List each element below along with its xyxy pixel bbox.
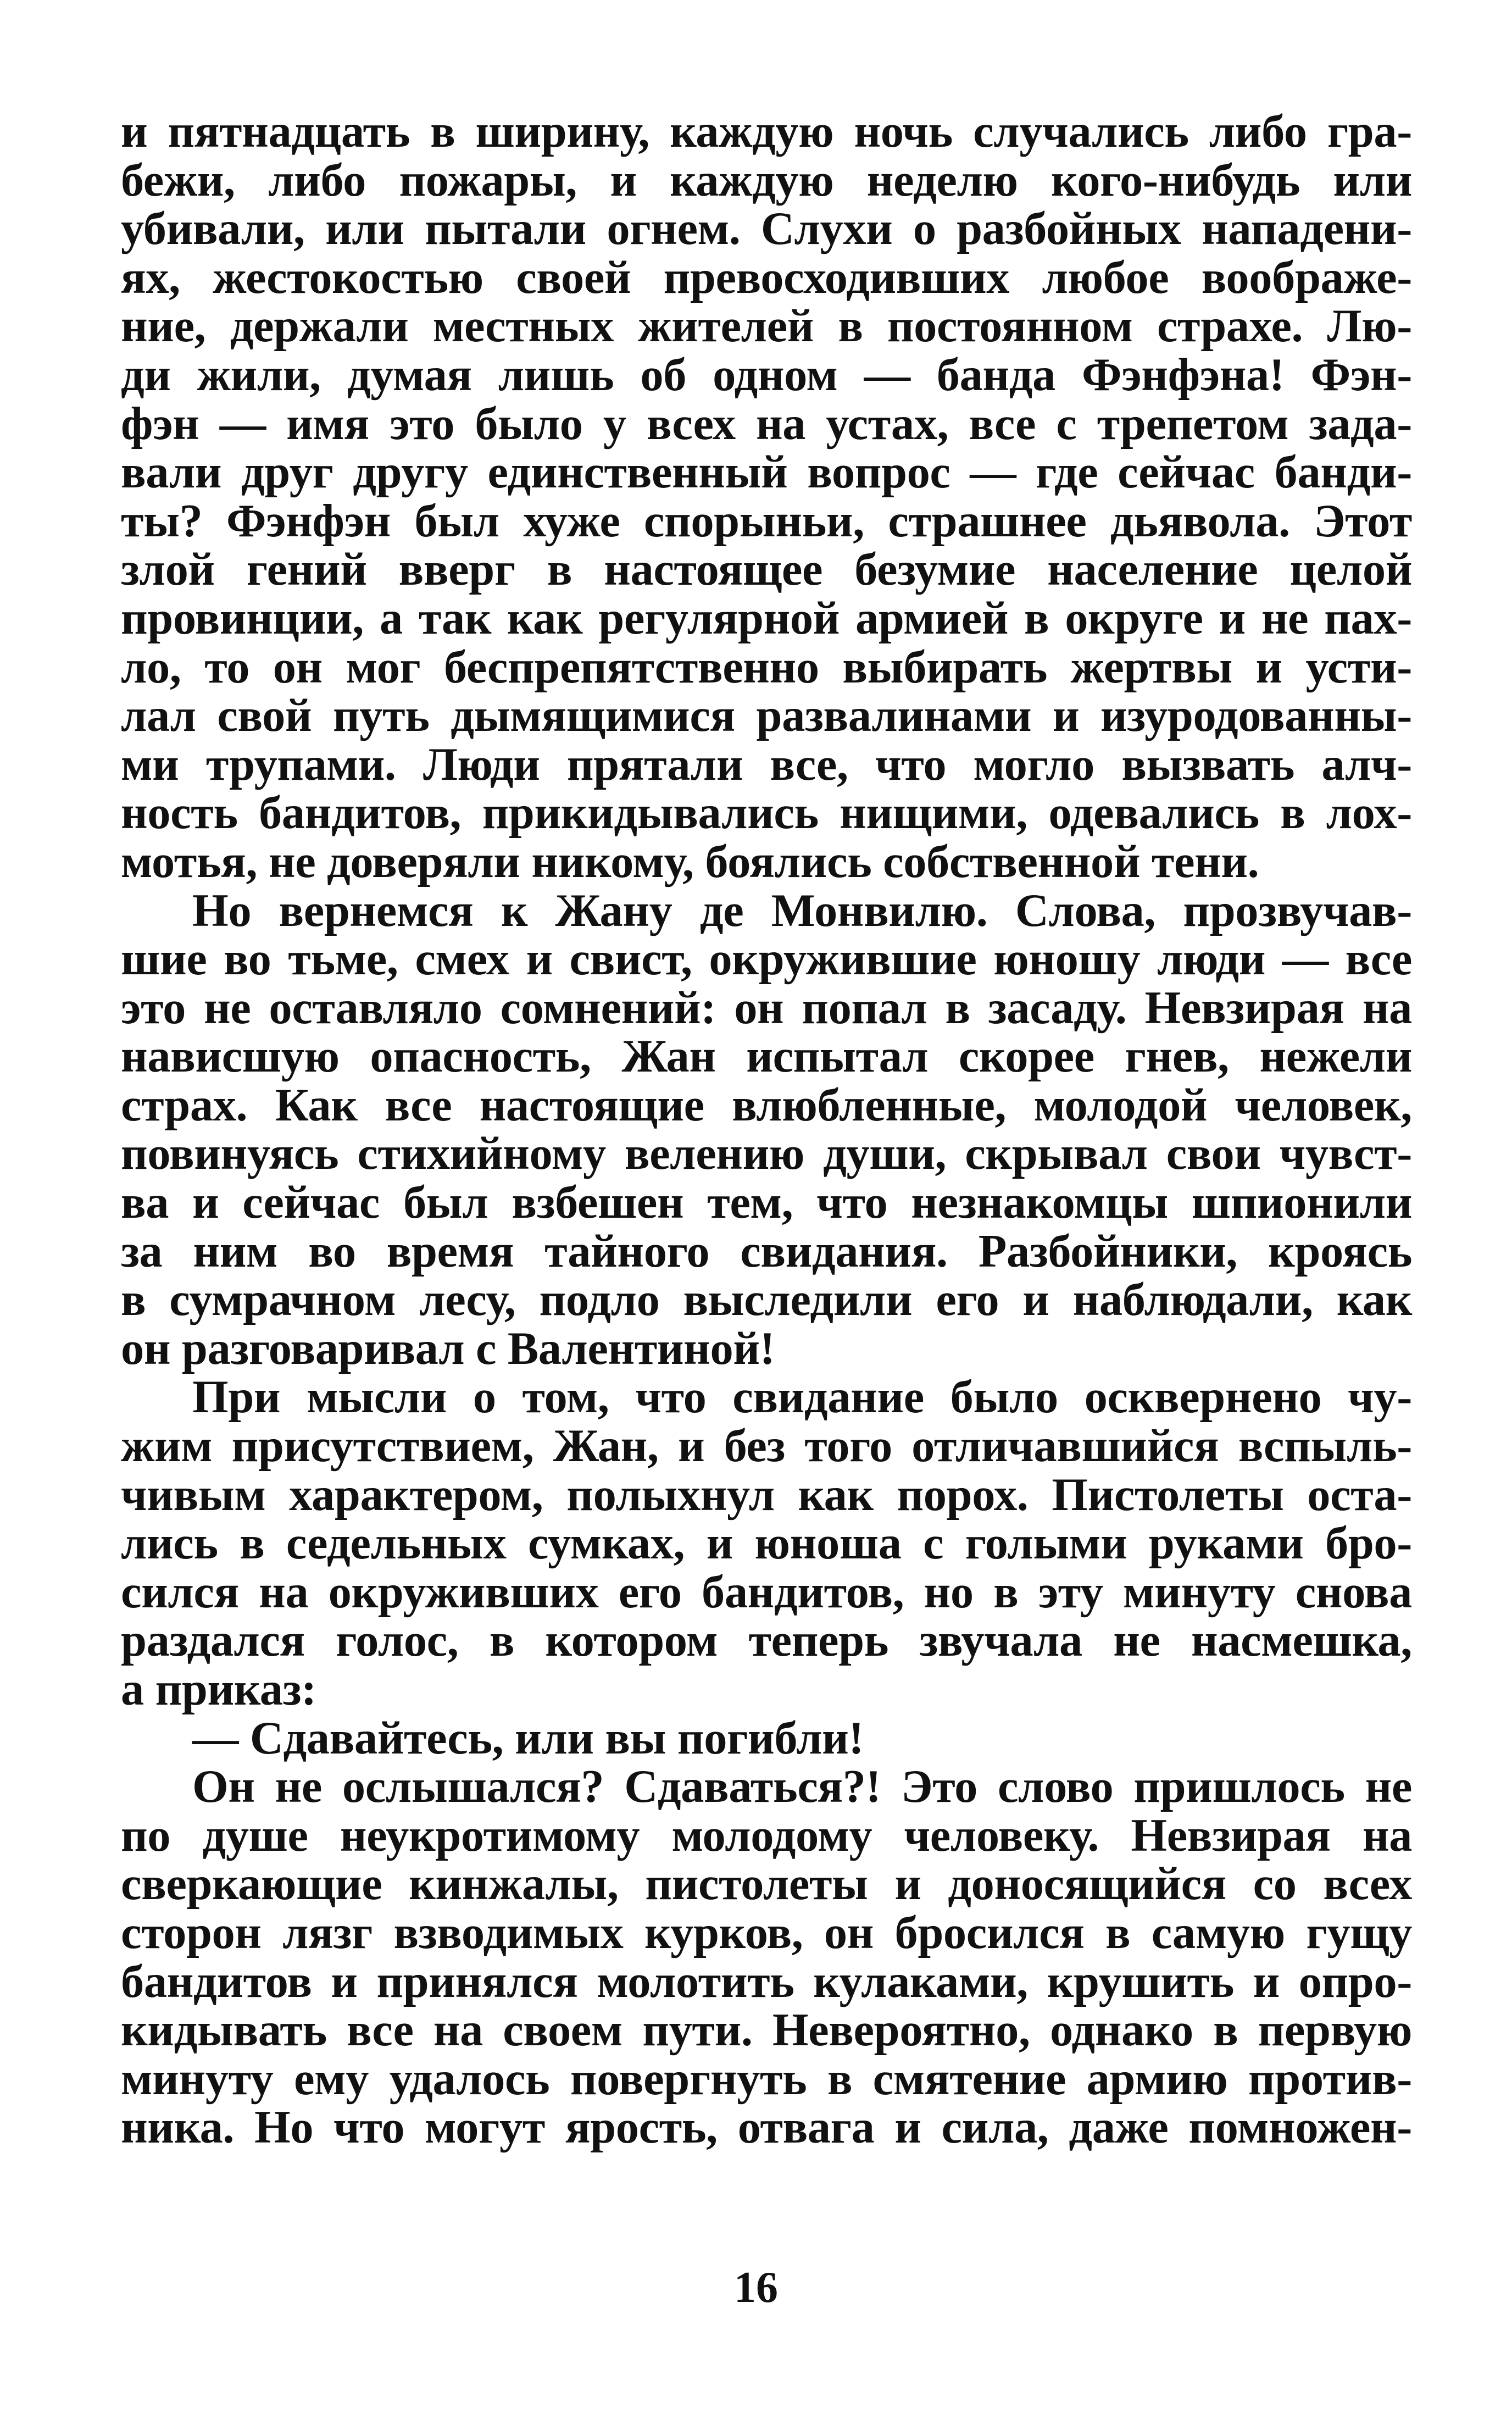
text-line: провинции, а так как регулярной армией в округе и не пах-	[121, 592, 1412, 644]
text-line: бежи, либо пожары, и каждую неделю кого-нибудь или	[121, 154, 1412, 206]
text-line: чивым характером, полыхнул как порох. Пистолеты оста-	[121, 1469, 1412, 1521]
text-line: лись в седельных сумках, и юноша с голыми руками бро-	[121, 1518, 1412, 1569]
text-line: ло, то он мог беспрепятственно выбирать жертвы и усти-	[121, 641, 1412, 693]
text-line: Он не ослышался? Сдаваться?! Это слово пришлось не	[192, 1761, 1412, 1813]
text-line: фэн — имя это было у всех на устах, все с трепетом зада-	[121, 398, 1412, 450]
text-line: убивали, или пытали огнем. Слухи о разбойных нападени-	[121, 203, 1412, 255]
text-line: Но вернемся к Жану де Монвилю. Слова, прозвучав-	[192, 885, 1412, 936]
text-line: ние, держали местных жителей в постоянном страхе. Лю-	[121, 301, 1412, 352]
text-line: по душе неукротимому молодому человеку. Невзирая на	[121, 1810, 1412, 1861]
text-line: страх. Как все настоящие влюбленные, молодой человек,	[121, 1079, 1412, 1131]
text-line: ва и сейчас был взбешен тем, что незнакомцы шпионили	[121, 1177, 1412, 1229]
text-line: а приказ:	[121, 1664, 316, 1715]
text-line: жим присутствием, Жан, и без того отличавшийся вспыль-	[121, 1420, 1412, 1472]
dialogue-line: — Сдавайтесь, или вы погибли!	[192, 1712, 864, 1764]
text-line: мотья, не доверяли никому, боялись собственной тени.	[121, 836, 1259, 887]
text-line: и пятнадцать в ширину, каждую ночь случались либо гра-	[121, 106, 1412, 157]
text-line: бандитов и принялся молотить кулаками, крушить и опро-	[121, 1956, 1412, 2007]
text-line: лал свой путь дымящимися развалинами и изуродованны-	[121, 690, 1412, 742]
text-line: ях, жестокостью своей превосходивших любое воображе-	[121, 252, 1412, 303]
text-line: ми трупами. Люди прятали все, что могло вызвать алч-	[121, 739, 1412, 790]
text-line: сверкающие кинжалы, пистолеты и доносящийся со всех	[121, 1858, 1412, 1910]
text-line: ность бандитов, прикидывались нищими, одевались в лох-	[121, 787, 1412, 839]
body-text	[121, 108, 1412, 2152]
text-line: шие во тьме, смех и свист, окружившие юношу люди — все	[121, 934, 1412, 985]
text-line: нависшую опасность, Жан испытал скорее гнев, нежели	[121, 1031, 1412, 1083]
text-line: раздался голос, в котором теперь звучала не насмешка,	[121, 1615, 1412, 1667]
text-line: повинуясь стихийному велению души, скрывал свои чувст-	[121, 1128, 1412, 1180]
text-line: ты? Фэнфэн был хуже спорыньи, страшнее дьявола. Этот	[121, 495, 1412, 547]
text-line: он разговаривал с Валентиной!	[121, 1323, 775, 1374]
page-number: 16	[734, 2263, 778, 2312]
text-line: в сумрачном лесу, подло выследили его и наблюдали, как	[121, 1274, 1412, 1326]
text-line: сился на окруживших его бандитов, но в эту минуту снова	[121, 1566, 1412, 1618]
text-line: за ним во время тайного свидания. Разбойники, кроясь	[121, 1225, 1412, 1277]
text-line: вали друг другу единственный вопрос — где сейчас банди-	[121, 447, 1412, 498]
text-line: минуту ему удалось повергнуть в смятение армию против-	[121, 2053, 1412, 2105]
text-line: сторон лязг взводимых курков, он бросился в самую гущу	[121, 1907, 1412, 1958]
text-line: ди жили, думая лишь об одном — банда Фэнфэна! Фэн-	[121, 349, 1412, 401]
text-line: это не оставляло сомнений: он попал в засаду. Невзирая на	[121, 982, 1412, 1034]
text-line: кидывать все на своем пути. Невероятно, однако в первую	[121, 2005, 1412, 2056]
text-line: ника. Но что могут ярость, отвага и сила, даже помножен-	[121, 2102, 1412, 2154]
text-line: злой гений вверг в настоящее безумие население целой	[121, 544, 1412, 596]
text-line: При мысли о том, что свидание было осквернено чу-	[192, 1372, 1412, 1423]
